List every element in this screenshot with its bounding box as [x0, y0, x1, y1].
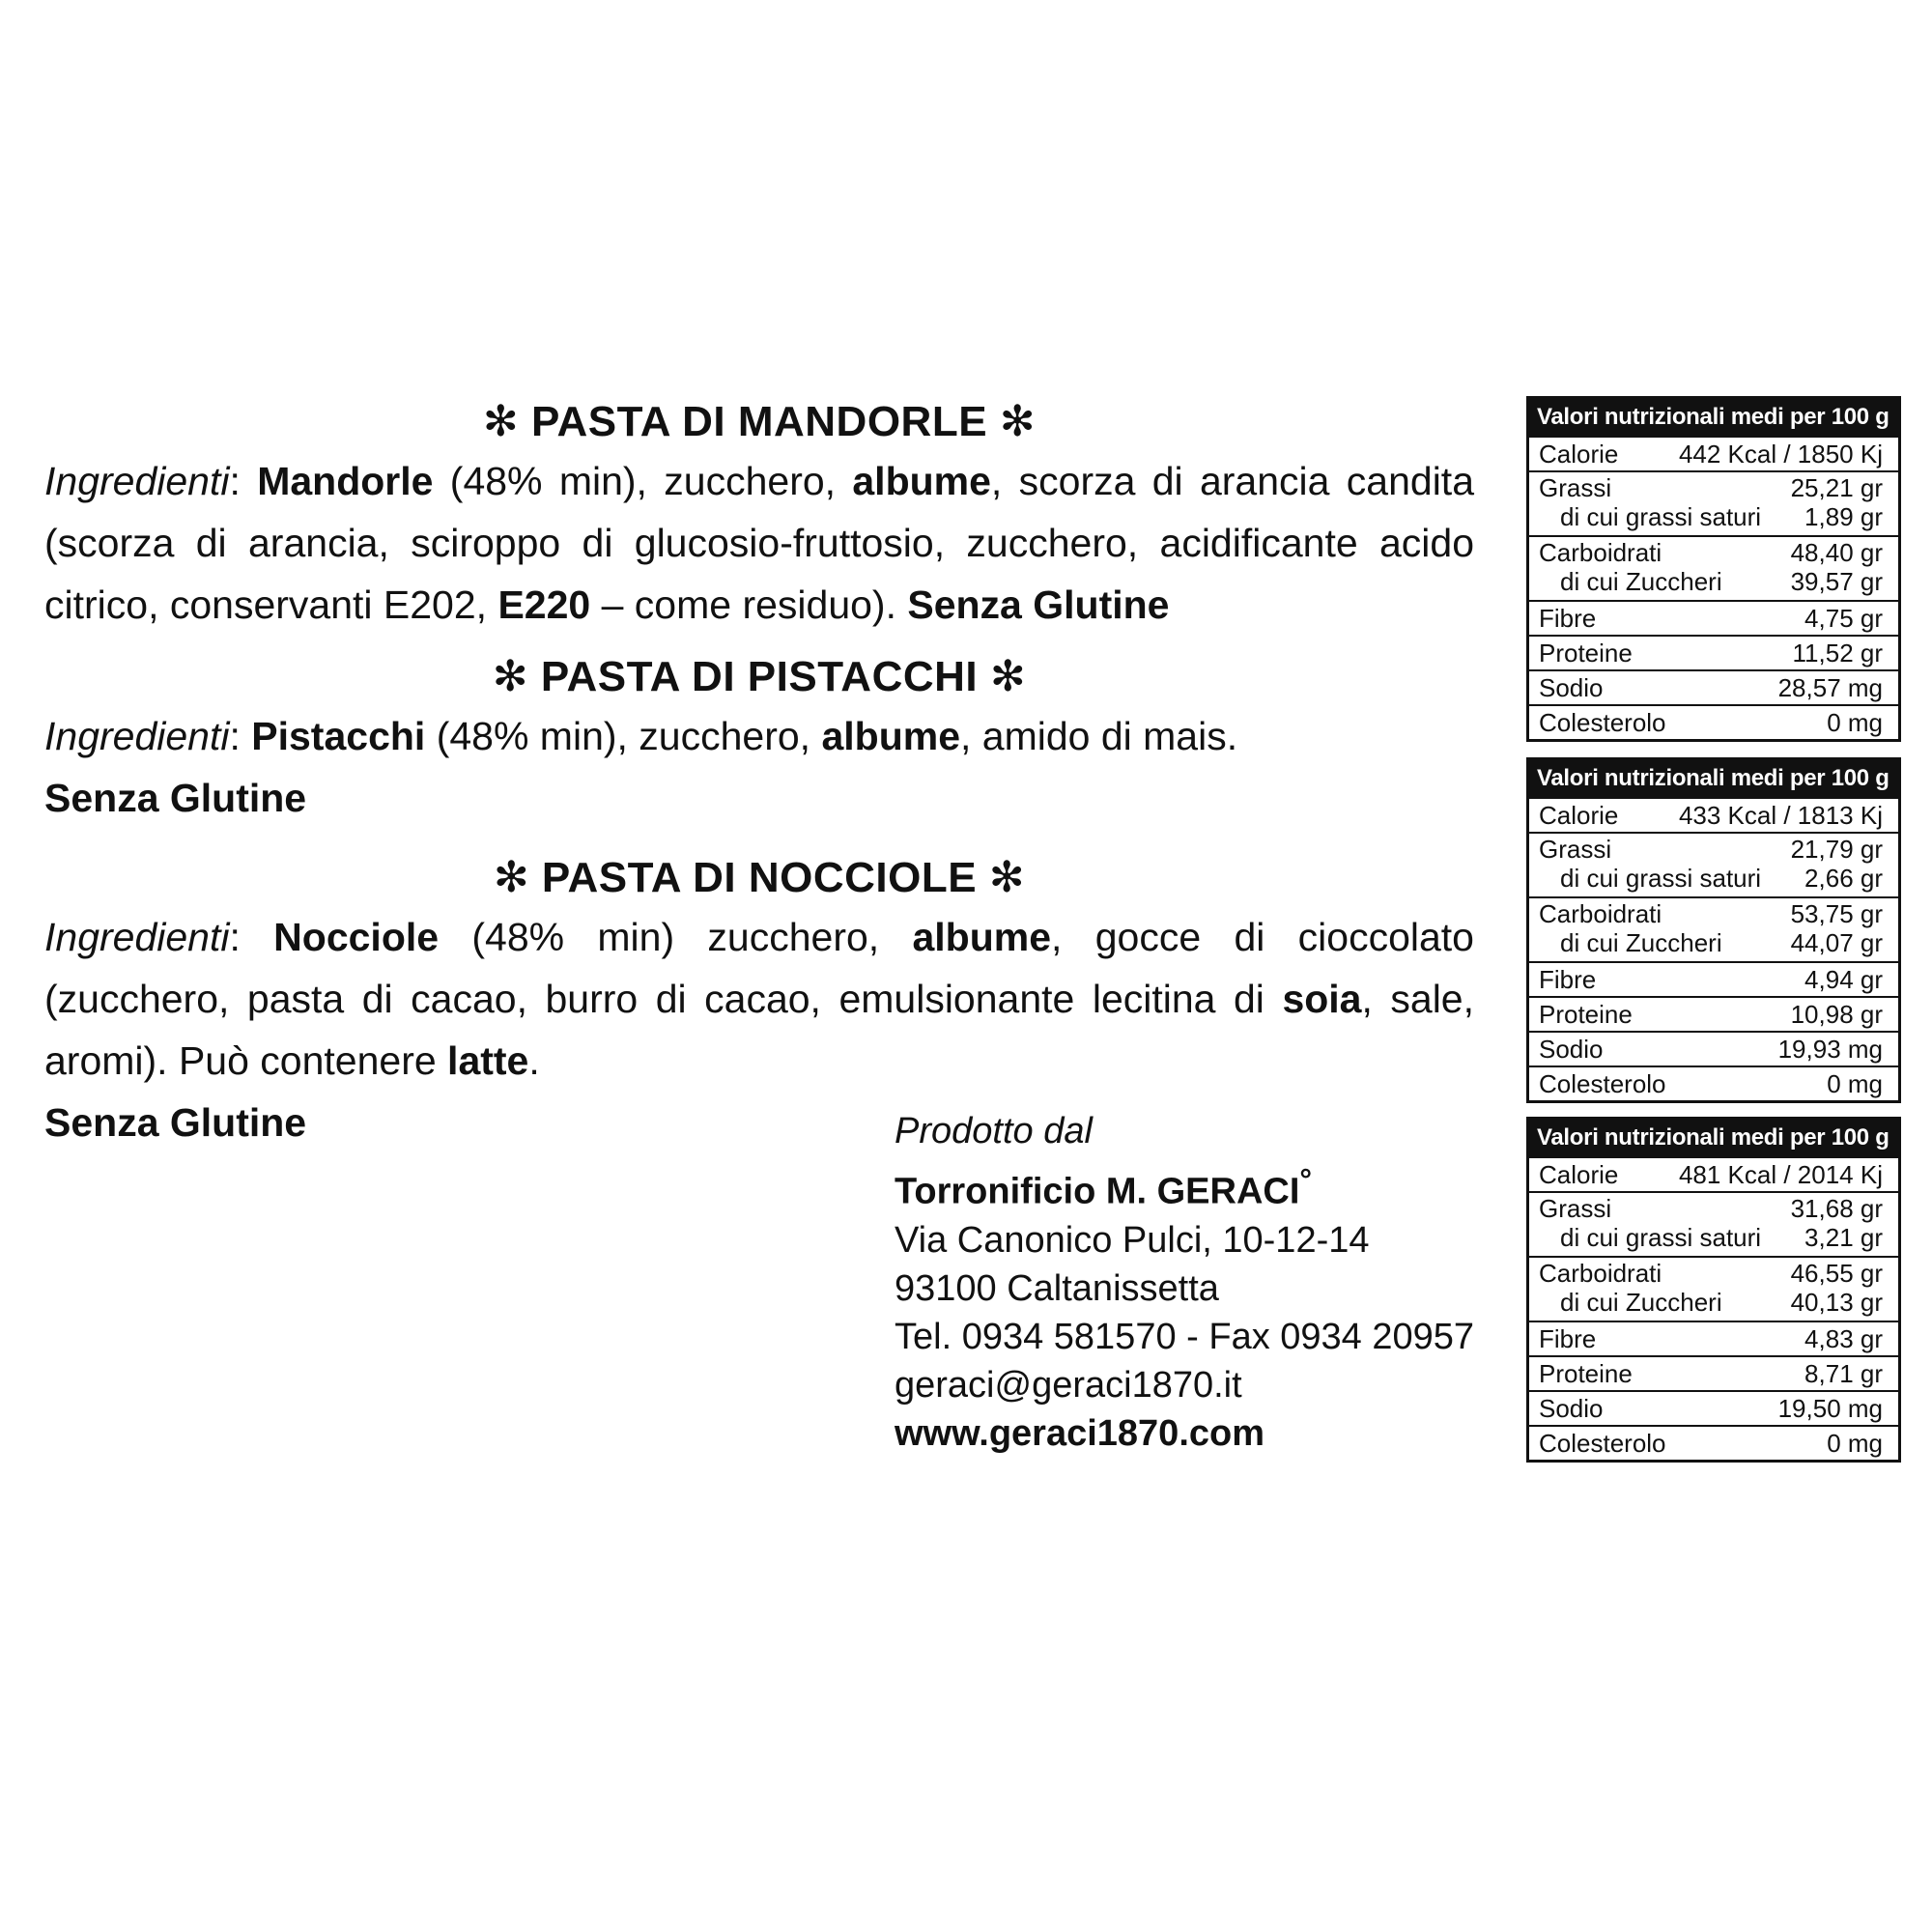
ingredients-nocciole: Ingredienti: Nocciole (48% min) zucchero, albume, gocce di cioccolato (zucchero, pasta di cacao, burro di cacao, emulsionante lecitina di soia, sale, aromi). Può contenere latte. [44, 915, 1474, 1083]
gluten-free-label: Senza Glutine [44, 776, 307, 820]
asterisk-icon: ✻ [988, 854, 1026, 901]
main-ingredient: Nocciole [273, 915, 440, 959]
nutrition-row-sodio: Sodio 28,57 mg [1529, 669, 1898, 704]
product-title-nocciole: ✻ PASTA DI NOCCIOLE ✻ [493, 854, 1026, 901]
asterisk-icon: ✻ [989, 653, 1027, 700]
nutrition-row-colesterolo: Colesterolo 0 mg [1529, 704, 1898, 739]
producer-name: Torronificio M. GERACI° [895, 1162, 1313, 1212]
producer-info [895, 1107, 1474, 1458]
gluten-free-label: Senza Glutine [44, 1100, 307, 1145]
nutrition-row-proteine: Proteine 8,71 gr [1529, 1355, 1898, 1390]
allergen: E220 [497, 582, 591, 627]
asterisk-icon: ✻ [493, 854, 530, 901]
producer-city: 93100 Caltanissetta [895, 1267, 1219, 1309]
nutrition-row-calorie: Calorie 433 Kcal / 1813 Kj [1529, 797, 1898, 832]
ingredients-label: Ingredienti [44, 915, 230, 959]
producer-email: geraci@geraci1870.it [895, 1364, 1242, 1406]
nutrition-row-calorie: Calorie 481 Kcal / 2014 Kj [1529, 1156, 1898, 1191]
ingredients-label: Ingredienti [44, 459, 230, 503]
ingredients-pistacchi: Ingredienti: Pistacchi (48% min), zucchero, albume, amido di mais. [44, 714, 1238, 758]
nutrition-row-grassi: Grassi 25,21 gr di cui grassi saturi 1,89 gr [1529, 470, 1898, 535]
nutrition-row-colesterolo: Colesterolo 0 mg [1529, 1065, 1898, 1100]
asterisk-icon: ✻ [492, 653, 529, 700]
allergen: albume [912, 915, 1052, 959]
nutrition-row-calorie: Calorie 442 Kcal / 1850 Kj [1529, 436, 1898, 470]
product-title-mandorle: ✻ PASTA DI MANDORLE ✻ [482, 398, 1037, 445]
nutrition-row-proteine: Proteine 10,98 gr [1529, 996, 1898, 1031]
allergen: latte [447, 1038, 529, 1083]
allergen: albume [821, 714, 960, 758]
allergen: soia [1282, 977, 1362, 1021]
asterisk-icon: ✻ [999, 398, 1037, 445]
producer-address: Via Canonico Pulci, 10-12-14 [895, 1219, 1370, 1261]
producer-label: Prodotto dal [895, 1111, 1093, 1151]
allergen: albume [852, 459, 991, 503]
product-title-pistacchi: ✻ PASTA DI PISTACCHI ✻ [492, 653, 1027, 700]
main-ingredient: Pistacchi [251, 714, 426, 758]
nutrition-row-grassi: Grassi 21,79 gr di cui grassi saturi 2,66 gr [1529, 832, 1898, 896]
nutrition-table-pistacchi [1526, 757, 1901, 1103]
ingredients-mandorle: Ingredienti: Mandorle (48% min), zucchero, albume, scorza di arancia candita (scorza di arancia, sciroppo di glucosio-fruttosio, zucchero, acidificante acido citrico, conservanti E202, E220 – come residuo). Senza Glutine [44, 459, 1474, 627]
producer-phone: Tel. 0934 581570 - Fax 0934 20957 [895, 1316, 1475, 1357]
asterisk-icon: ✻ [482, 398, 520, 445]
nutrition-row-proteine: Proteine 11,52 gr [1529, 635, 1898, 669]
ingredients-column [44, 394, 1474, 1153]
nutrition-row-sodio: Sodio 19,50 mg [1529, 1390, 1898, 1425]
ingredients-label: Ingredienti [44, 714, 230, 758]
nutrition-header: Valori nutrizionali medi per 100 g [1529, 399, 1898, 436]
producer-website: www.geraci1870.com [895, 1412, 1265, 1454]
nutrition-row-colesterolo: Colesterolo 0 mg [1529, 1425, 1898, 1460]
nutrition-row-sodio: Sodio 19,93 mg [1529, 1031, 1898, 1065]
nutrition-row-carboidrati: Carboidrati 48,40 gr di cui Zuccheri 39,57 gr [1529, 535, 1898, 600]
nutrition-row-grassi: Grassi 31,68 gr di cui grassi saturi 3,21 gr [1529, 1191, 1898, 1256]
nutrition-table-nocciole [1526, 1117, 1901, 1463]
nutrition-row-carboidrati: Carboidrati 46,55 gr di cui Zuccheri 40,13 gr [1529, 1256, 1898, 1321]
gluten-free-label: Senza Glutine [907, 582, 1170, 627]
nutrition-row-carboidrati: Carboidrati 53,75 gr di cui Zuccheri 44,07 gr [1529, 896, 1898, 961]
nutrition-row-fibre: Fibre 4,83 gr [1529, 1321, 1898, 1355]
nutrition-row-fibre: Fibre 4,75 gr [1529, 600, 1898, 635]
degree-mark: ° [1299, 1162, 1313, 1197]
nutrition-table-mandorle [1526, 396, 1901, 742]
nutrition-header: Valori nutrizionali medi per 100 g [1529, 1120, 1898, 1156]
main-ingredient: Mandorle [257, 459, 434, 503]
nutrition-row-fibre: Fibre 4,94 gr [1529, 961, 1898, 996]
nutrition-header: Valori nutrizionali medi per 100 g [1529, 760, 1898, 797]
